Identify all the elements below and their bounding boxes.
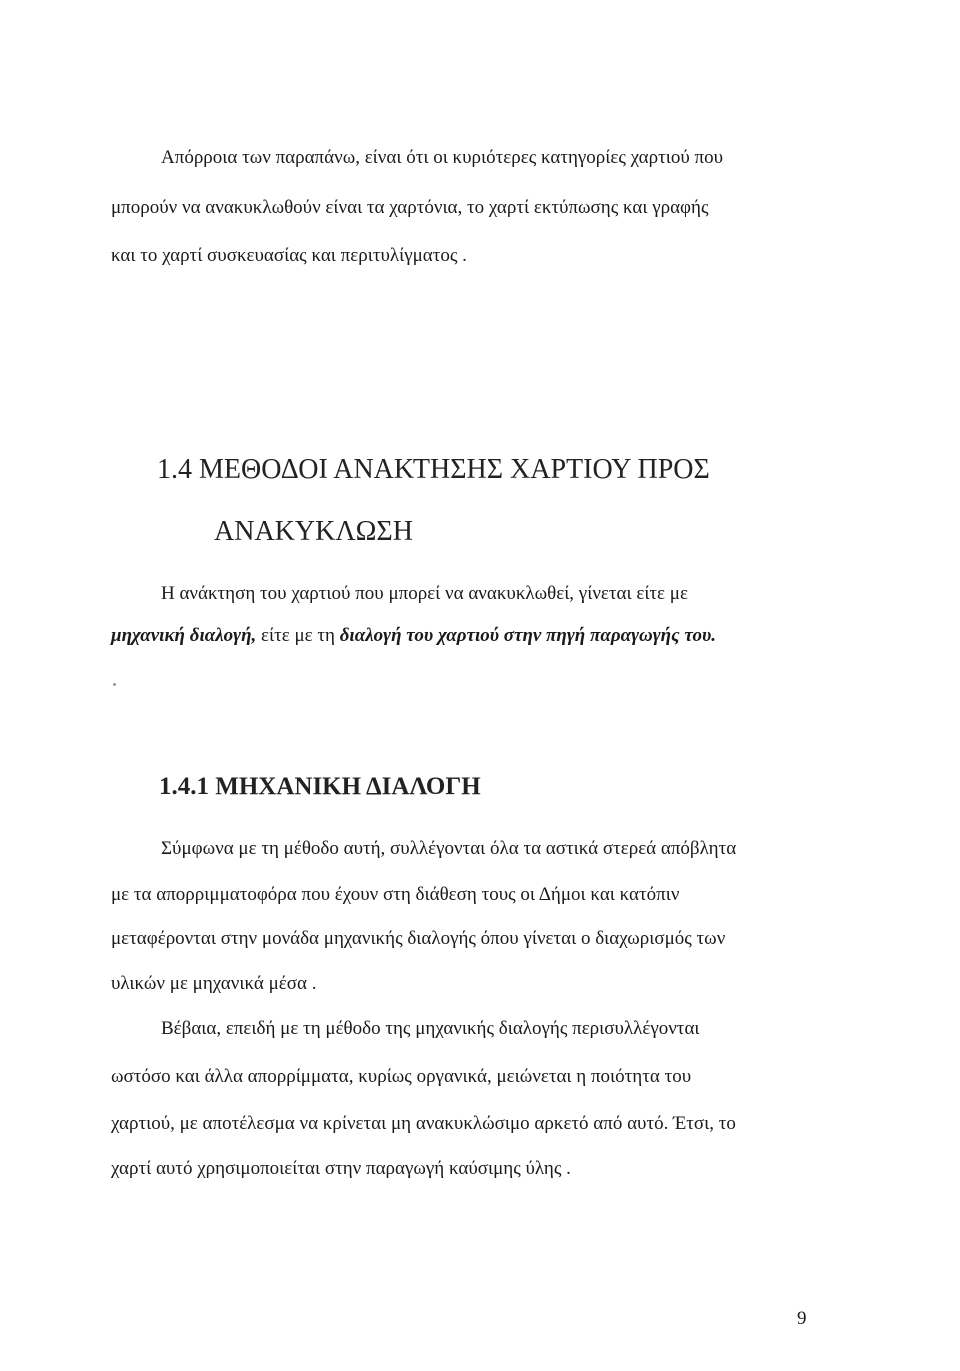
subsection-heading: 1.4.1 ΜΗΧΑΝΙΚΗ ΔΙΑΛΟΓΗ xyxy=(159,773,481,800)
subsection-p2-line-1: Βέβαια, επειδή με τη μέθοδο της μηχανικής διαλογής περισυλλέγονται xyxy=(161,1018,700,1039)
subsection-p2-line-2: ωστόσο και άλλα απορρίμματα, κυρίως οργανικά, μειώνεται η ποιότητα του xyxy=(111,1066,692,1087)
subsection-p1-line-4: υλικών με μηχανικά μέσα . xyxy=(111,973,317,994)
intro-line-1: Απόρροια των παραπάνω, είναι ότι οι κυριότερες κατηγορίες χαρτιού που xyxy=(161,147,724,168)
mechanical-sorting-term: μηχανική διαλογή, xyxy=(111,625,257,646)
section-paragraph-line-1: Η ανάκτηση του χαρτιού που μπορεί να ανακυκλωθεί, γίνεται είτε με xyxy=(161,583,688,604)
subsection-p2-line-4: χαρτί αυτό χρησιμοποιείται στην παραγωγή καύσιμης ύλης . xyxy=(111,1158,571,1179)
source-sorting-term: διαλογή του χαρτιού στην πηγή παραγωγής του. xyxy=(339,625,717,646)
page-number: 9 xyxy=(797,1308,807,1329)
subsection-p1-line-1: Σύμφωνα με τη μέθοδο αυτή, συλλέγονται όλα τα αστικά στερεά απόβλητα xyxy=(161,838,737,859)
intro-line-2: μπορούν να ανακυκλωθούν είναι τα χαρτόνια, το χαρτί εκτύπωσης και γραφής xyxy=(111,197,709,218)
section-paragraph-connector: είτε με τη xyxy=(256,625,340,646)
subsection-p1-line-2: με τα απορριμματοφόρα που έχουν στη διάθεση τους οι Δήμοι και κατόπιν xyxy=(111,884,680,905)
section-heading-line-1: 1.4 ΜΕΘΟΔΟΙ ΑΝΑΚΤΗΣΗΣ ΧΑΡΤΙΟΥ ΠΡΟΣ xyxy=(157,454,710,485)
subsection-p1-line-3: μεταφέρονται στην μονάδα μηχανικής διαλογής όπου γίνεται ο διαχωρισμός των xyxy=(111,928,726,949)
scan-speck xyxy=(113,683,116,686)
section-heading-line-2: ΑΝΑΚΥΚΛΩΣΗ xyxy=(214,516,413,547)
intro-line-3: και το χαρτί συσκευασίας και περιτυλίγματος . xyxy=(111,245,467,266)
subsection-p2-line-3: χαρτιού, με αποτέλεσμα να κρίνεται μη ανακυκλώσιμο αρκετό από αυτό. Έτσι, το xyxy=(111,1113,736,1134)
section-paragraph-line-2 xyxy=(111,624,716,648)
